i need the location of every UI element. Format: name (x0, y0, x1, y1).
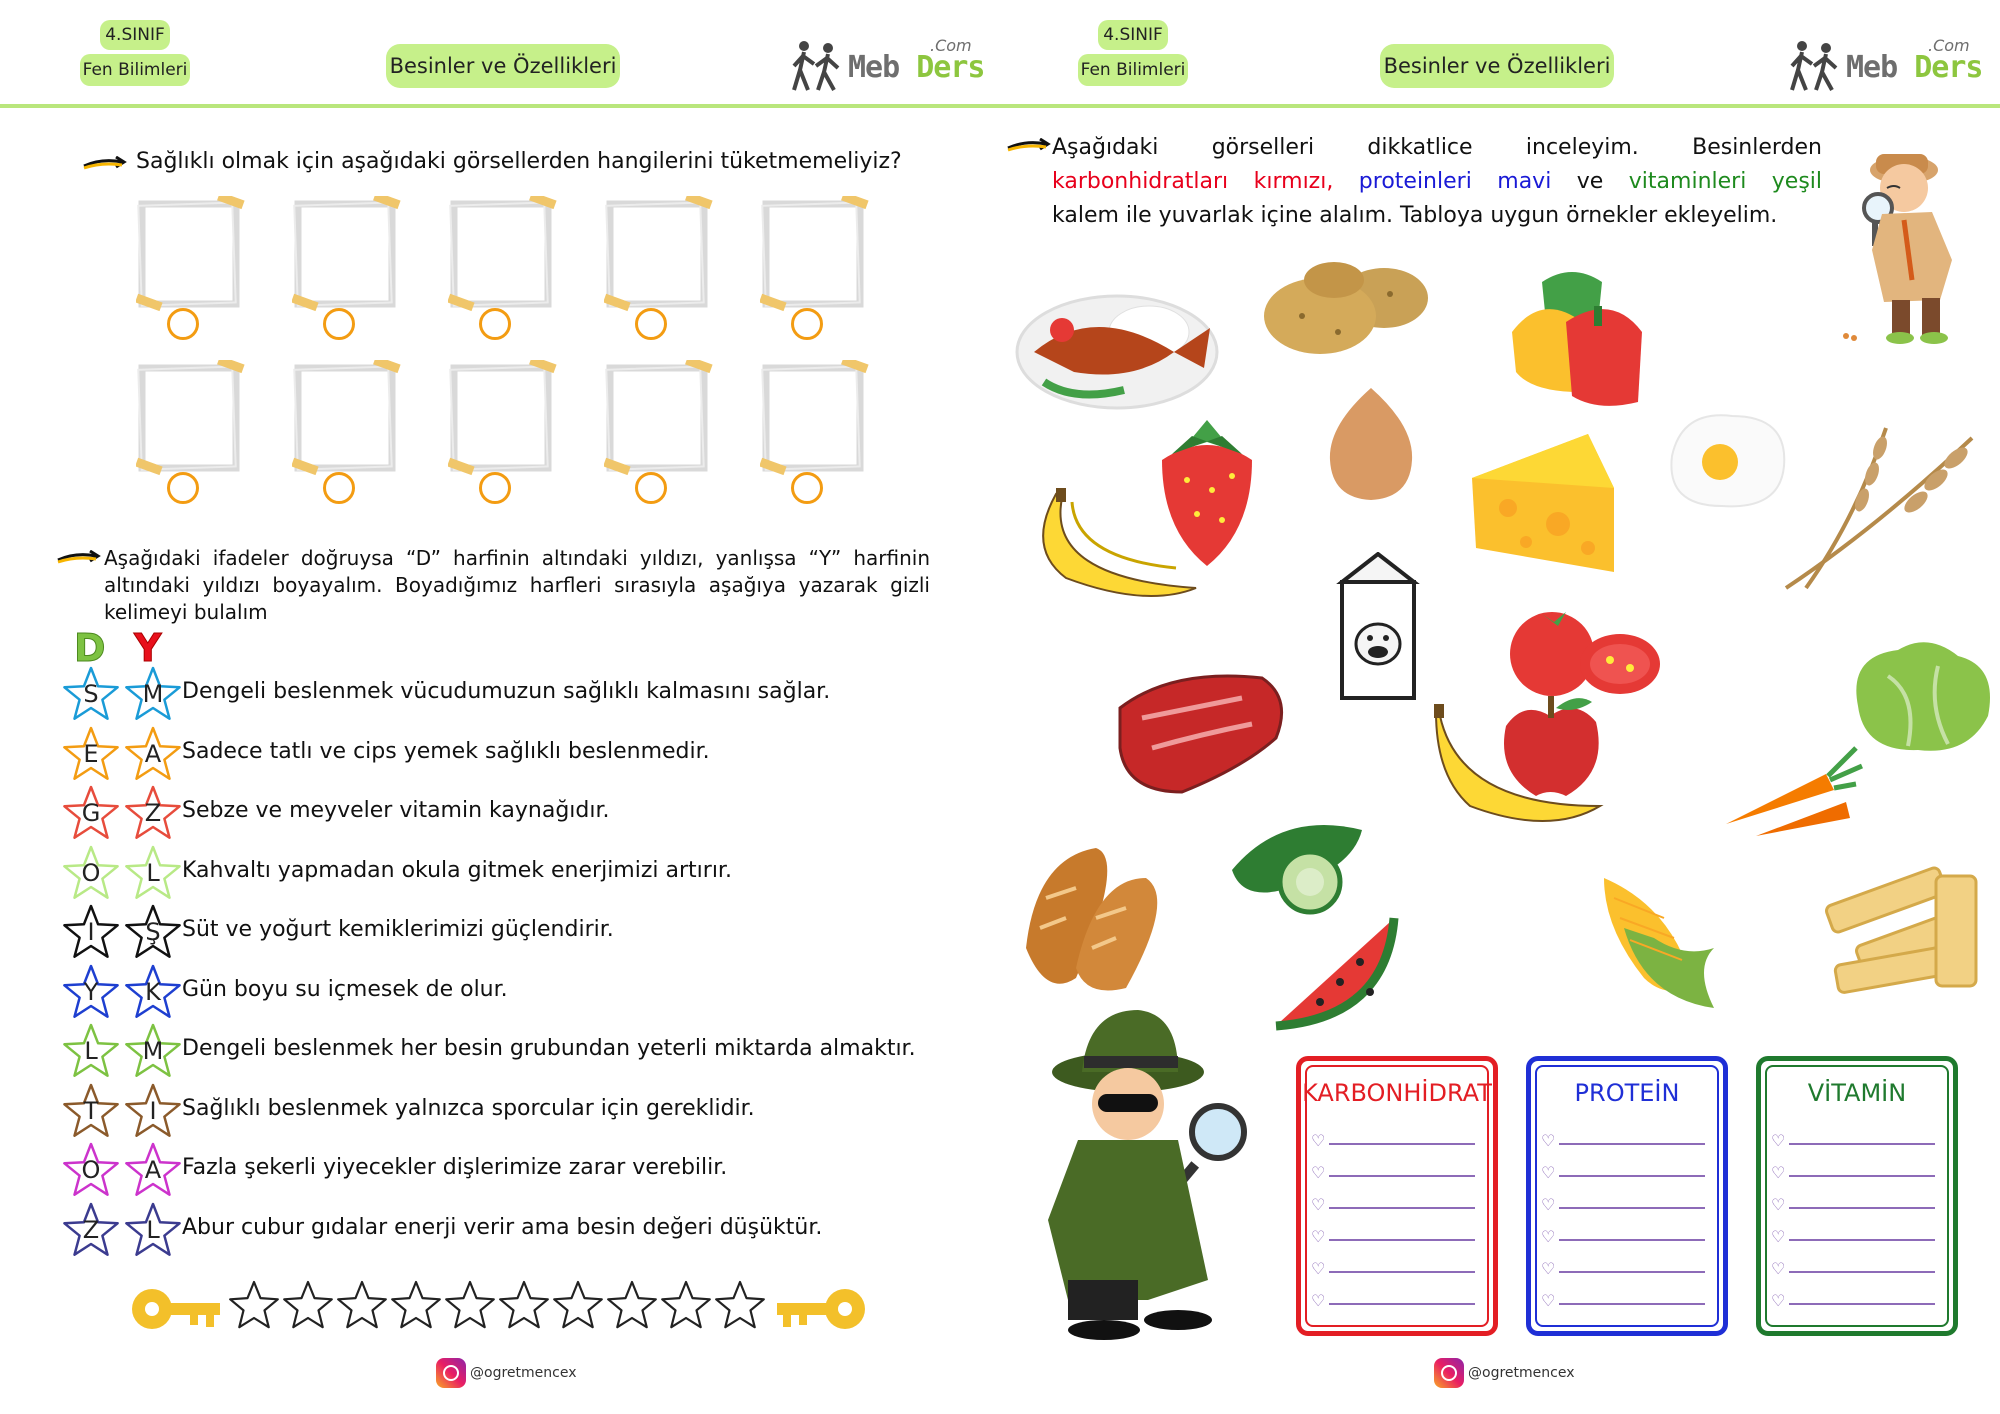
heart-icon: ♡ (1771, 1259, 1786, 1278)
intro-word: karbonhidratları (1052, 169, 1229, 194)
intro-word: yeşil (1771, 169, 1823, 194)
star-letter: O (81, 1156, 101, 1184)
peppers (1502, 262, 1652, 412)
answer-circle[interactable] (323, 308, 355, 340)
grade-badge: 4.SINIF (1098, 20, 1168, 50)
answer-circle[interactable] (791, 472, 823, 504)
write-line[interactable] (1329, 1175, 1475, 1177)
write-line[interactable] (1789, 1207, 1935, 1209)
intro-word: proteinleri (1358, 169, 1472, 194)
statement-text: Kahvaltı yapmadan okula gitmek enerjimizi artırır. (182, 857, 732, 883)
statement-text: Süt ve yoğurt kemiklerimizi güçlendirir. (182, 917, 614, 942)
star-letter: G (81, 799, 101, 827)
cheese (1468, 428, 1618, 574)
write-line[interactable] (1789, 1175, 1935, 1177)
heart-icon: ♡ (1771, 1163, 1786, 1182)
arrow-icon (82, 156, 128, 170)
carrot (1716, 744, 1866, 844)
photo-frame (136, 360, 246, 480)
table-title: KARBONHİDRAT (1302, 1079, 1492, 1107)
col-y-label: Y (134, 626, 162, 670)
write-line[interactable] (1789, 1239, 1935, 1241)
heart-icon: ♡ (1771, 1131, 1786, 1150)
statement-text: Dengeli beslenmek vücudumuzun sağlıklı kalmasını sağlar. (182, 679, 831, 704)
false-star-icon[interactable] (124, 964, 182, 1020)
heart-icon: ♡ (1311, 1163, 1326, 1182)
apple (1496, 692, 1606, 802)
wheat (1776, 418, 1978, 594)
photo-frame (136, 196, 246, 316)
true-star-icon[interactable] (62, 785, 120, 841)
write-line[interactable] (1329, 1303, 1475, 1305)
heart-icon: ♡ (1541, 1131, 1556, 1150)
true-star-icon[interactable] (62, 1142, 120, 1198)
mebders-logo (790, 36, 985, 94)
heart-icon: ♡ (1311, 1131, 1326, 1150)
intro-word: inceleyim. (1525, 135, 1639, 160)
logo-meb: Meb (1846, 50, 1898, 85)
statement-text: Abur cubur gıdalar enerji verir ama besin değeri düşüktür. (182, 1214, 823, 1240)
answer-star-icon[interactable] (336, 1280, 390, 1338)
logo-com: .Com (1928, 36, 1970, 55)
statement-text: Sağlıklı beslenmek yalnızca sporcular için gereklidir. (182, 1095, 755, 1121)
photo-frame (760, 360, 870, 480)
write-line[interactable] (1329, 1271, 1475, 1273)
write-line[interactable] (1329, 1143, 1475, 1145)
instagram-handle (436, 1356, 576, 1390)
star-letter: Z (144, 799, 162, 827)
question-1: Sağlıklı olmak için aşağıdaki görsellerden hangilerini tüketmemeliyiz? (136, 149, 902, 174)
answer-star-icon[interactable] (714, 1280, 768, 1338)
false-star-icon[interactable] (124, 1142, 182, 1198)
star-letter: A (144, 1156, 162, 1184)
key-icon (130, 1286, 222, 1332)
photo-frame (604, 360, 714, 480)
bread (1016, 838, 1176, 992)
hikers-icon (790, 40, 846, 94)
mebders-logo (1788, 36, 1983, 94)
write-line[interactable] (1789, 1143, 1935, 1145)
answer-star-icon[interactable] (282, 1280, 336, 1338)
hikers-icon (1788, 40, 1844, 94)
statement-text: Sebze ve meyveler vitamin kaynağıdır. (182, 798, 610, 823)
col-d-label: D (74, 626, 106, 670)
cucumber (1222, 810, 1372, 916)
fried-egg (1662, 406, 1792, 512)
table-title: VİTAMİN (1807, 1079, 1907, 1107)
false-star-icon[interactable] (124, 1083, 182, 1139)
true-star-icon[interactable] (62, 964, 120, 1020)
photo-frame (448, 360, 558, 480)
intro-word: görselleri (1211, 135, 1315, 160)
arrow-icon (56, 550, 102, 564)
intro-word: ve (1576, 169, 1604, 194)
false-star-icon[interactable] (124, 726, 182, 782)
true-star-icon[interactable] (62, 1023, 120, 1079)
statement-row (62, 904, 922, 962)
instagram-icon (1434, 1358, 1464, 1388)
answer-star-icon[interactable] (498, 1280, 552, 1338)
false-star-icon[interactable] (124, 904, 182, 960)
subject-badge: Fen Bilimleri (1078, 54, 1188, 86)
false-star-icon[interactable] (124, 845, 182, 901)
intro-word: kırmızı, (1253, 169, 1334, 194)
answer-circle[interactable] (323, 472, 355, 504)
heart-icon: ♡ (1311, 1291, 1326, 1310)
answer-circle[interactable] (167, 308, 199, 340)
star-letter: S (83, 680, 99, 708)
star-letter: M (142, 1037, 164, 1065)
logo-meb: Meb (848, 50, 900, 85)
write-line[interactable] (1559, 1239, 1705, 1241)
statement-text: Sadece tatlı ve cips yemek sağlıklı beslenmedir. (182, 738, 710, 764)
star-letter: L (84, 1037, 98, 1065)
statement-row (62, 964, 922, 1022)
intro-word: dikkatlice (1367, 135, 1473, 160)
answer-circle[interactable] (167, 472, 199, 504)
table-carbohydrate (1296, 1056, 1498, 1336)
heart-icon: ♡ (1311, 1227, 1326, 1246)
write-line[interactable] (1559, 1207, 1705, 1209)
watermelon (1270, 912, 1400, 1042)
statement-row (62, 1023, 922, 1081)
star-letter: Y (83, 977, 99, 1006)
answer-circle[interactable] (479, 308, 511, 340)
heart-icon: ♡ (1541, 1195, 1556, 1214)
statement-text: Gün boyu su içmesek de olur. (182, 976, 508, 1002)
statement-row (62, 666, 922, 724)
grade-badge: 4.SINIF (100, 20, 170, 50)
instagram-text: @ogretmencex (1468, 1365, 1575, 1381)
table-protein (1526, 1056, 1728, 1336)
header-divider (1000, 104, 2000, 108)
intro-line-1 (1052, 134, 1822, 162)
photo-frame (760, 196, 870, 316)
answer-circle[interactable] (791, 308, 823, 340)
steak (1112, 668, 1292, 798)
write-line[interactable] (1329, 1207, 1475, 1209)
heart-icon: ♡ (1311, 1259, 1326, 1278)
statement-row (62, 726, 922, 784)
arrow-icon (1006, 138, 1052, 152)
tomato (1502, 604, 1662, 700)
intro-line-3: kalem ile yuvarlak içine alalım. Tabloya uygun örnekler ekleyelim. (1052, 203, 1778, 228)
write-line[interactable] (1789, 1271, 1935, 1273)
write-line[interactable] (1559, 1175, 1705, 1177)
topic-title: Besinler ve Özellikleri (1380, 44, 1614, 88)
answer-star-icon[interactable] (228, 1280, 282, 1338)
answer-star-icon[interactable] (552, 1280, 606, 1338)
heart-icon: ♡ (1541, 1259, 1556, 1278)
intro-word: vitaminleri (1628, 169, 1747, 194)
heart-icon: ♡ (1771, 1227, 1786, 1246)
instagram-text: @ogretmencex (470, 1365, 577, 1381)
heart-icon: ♡ (1541, 1163, 1556, 1182)
statement-row (62, 1202, 922, 1260)
detective-illustration (1028, 1000, 1268, 1340)
true-star-icon[interactable] (62, 1202, 120, 1258)
true-star-icon[interactable] (62, 904, 120, 960)
statement-row (62, 1083, 922, 1141)
right-page (1000, 0, 2000, 1414)
star-letter: A (144, 739, 162, 768)
statement-row (62, 1142, 922, 1200)
write-line[interactable] (1789, 1303, 1935, 1305)
intro-word: mavi (1497, 169, 1552, 194)
answer-star-icon[interactable] (444, 1280, 498, 1338)
star-letter: Ş (145, 918, 161, 946)
star-letter: E (83, 739, 99, 768)
question-2: Aşağıdaki ifadeler doğruysa “D” harfinin altındaki yıldızı, yanlışsa “Y” harfinin altındaki yıldızı boyayalım. Boyadığımız harfleri sırasıyla aşağıya yazarak gizli kelimeyi bulalım (104, 546, 930, 624)
star-letter: I (149, 1096, 157, 1125)
detective-kid-illustration (1842, 130, 1992, 350)
star-letter: K (145, 977, 161, 1006)
egg (1326, 386, 1416, 502)
topic-title: Besinler ve Özellikleri (386, 44, 620, 88)
potatoes (1262, 258, 1432, 358)
heart-icon: ♡ (1541, 1291, 1556, 1310)
write-line[interactable] (1559, 1271, 1705, 1273)
banana (1026, 488, 1206, 608)
true-star-icon[interactable] (62, 845, 120, 901)
photo-frame (292, 360, 402, 480)
answer-circle[interactable] (635, 308, 667, 340)
answer-star-icon[interactable] (606, 1280, 660, 1338)
heart-icon: ♡ (1771, 1195, 1786, 1214)
logo-ders: Ders (1914, 50, 1983, 85)
true-star-icon[interactable] (62, 666, 120, 722)
false-star-icon[interactable] (124, 1202, 182, 1258)
statement-row (62, 845, 922, 903)
answer-star-icon[interactable] (660, 1280, 714, 1338)
photo-frame (292, 196, 402, 316)
answer-star-icon[interactable] (390, 1280, 444, 1338)
heart-icon: ♡ (1771, 1291, 1786, 1310)
star-letter: M (142, 680, 164, 708)
header-divider (0, 104, 1000, 108)
key-icon (775, 1286, 867, 1332)
star-letter: I (87, 918, 95, 946)
lettuce (1848, 636, 1998, 756)
statement-text: Fazla şekerli yiyecekler dişlerimize zarar verebilir. (182, 1155, 728, 1180)
instagram-handle (1434, 1356, 1574, 1390)
statement-text: Dengeli beslenmek her besin grubundan yeterli miktarda almaktır. (182, 1036, 916, 1061)
corn (1584, 868, 1734, 1018)
logo-ders: Ders (916, 50, 985, 85)
false-star-icon[interactable] (124, 666, 182, 722)
true-star-icon[interactable] (62, 726, 120, 782)
star-letter: O (81, 858, 101, 887)
intro-word: Aşağıdaki (1052, 135, 1159, 160)
answer-circle[interactable] (479, 472, 511, 504)
intro-line-2 (1052, 168, 1822, 196)
milk-carton (1328, 552, 1428, 702)
heart-icon: ♡ (1541, 1227, 1556, 1246)
photo-frame (604, 196, 714, 316)
pasta (1816, 856, 2000, 996)
star-letter: Z (82, 1215, 100, 1244)
true-star-icon[interactable] (62, 1083, 120, 1139)
statement-row (62, 785, 922, 843)
heart-icon: ♡ (1311, 1195, 1326, 1214)
table-title: PROTEİN (1574, 1079, 1680, 1107)
instagram-icon (436, 1358, 466, 1388)
star-letter: L (146, 1215, 160, 1244)
write-line[interactable] (1559, 1303, 1705, 1305)
star-letter: L (146, 858, 160, 887)
false-star-icon[interactable] (124, 785, 182, 841)
answer-circle[interactable] (635, 472, 667, 504)
false-star-icon[interactable] (124, 1023, 182, 1079)
table-vitamin (1756, 1056, 1958, 1336)
write-line[interactable] (1559, 1143, 1705, 1145)
subject-badge: Fen Bilimleri (80, 54, 190, 86)
logo-com: .Com (930, 36, 972, 55)
write-line[interactable] (1329, 1239, 1475, 1241)
photo-frame (448, 196, 558, 316)
star-letter: T (83, 1096, 99, 1125)
intro-word: Besinlerden (1692, 135, 1823, 160)
fish-rice-plate (1014, 272, 1220, 422)
